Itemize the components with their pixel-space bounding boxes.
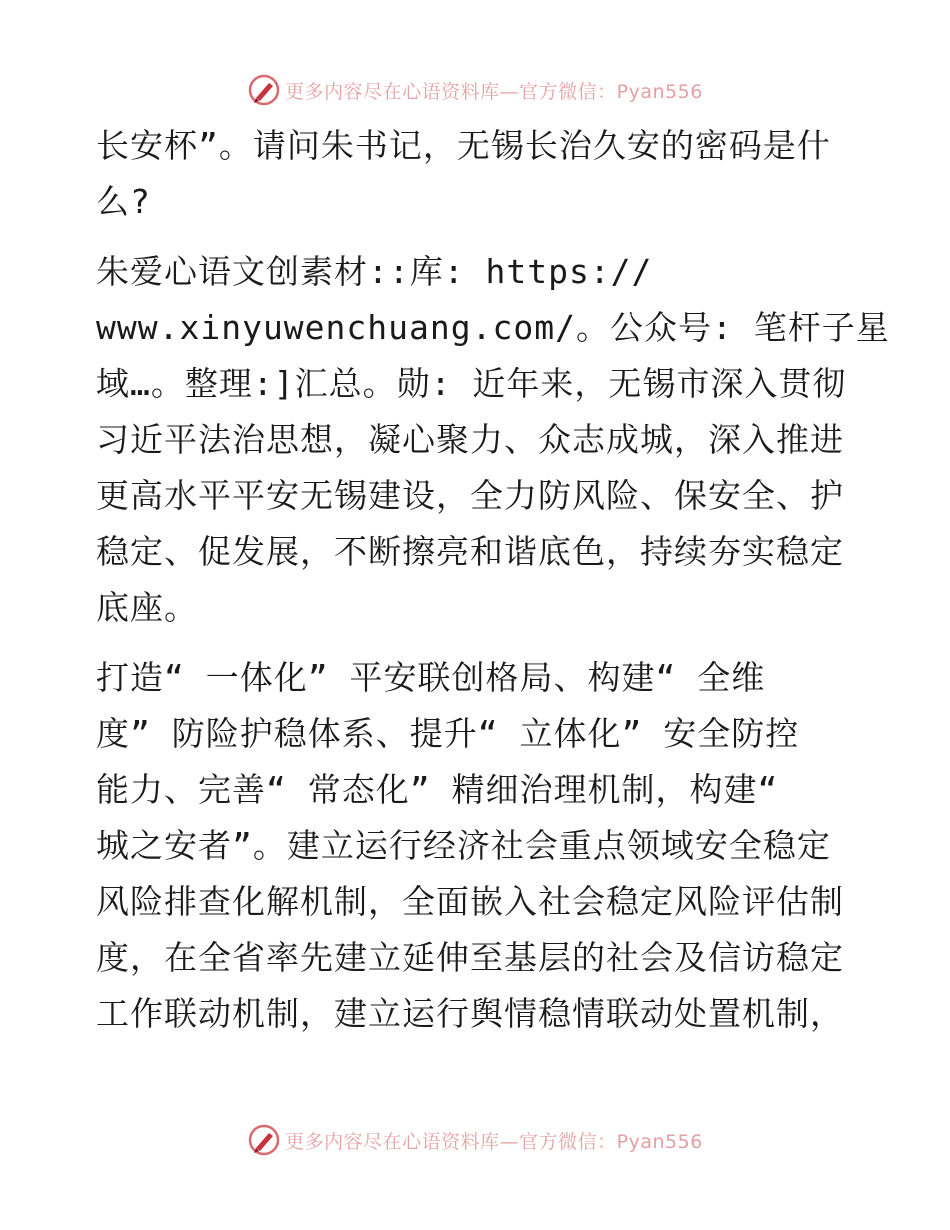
pen-logo-icon bbox=[247, 73, 281, 107]
text-line: 度” 防险护稳体系、提升“ 立体化” 安全防控 bbox=[96, 714, 800, 753]
text-line: 稳定、促发展，不断擦亮和谐底色，持续夯实稳定 bbox=[96, 532, 844, 571]
pen-logo-icon bbox=[247, 1123, 281, 1157]
paragraph-3 bbox=[96, 650, 856, 1042]
text-line: 风险排查化解机制，全面嵌入社会稳定风险评估制 bbox=[96, 882, 844, 921]
text-line: 打造“ 一体化” 平安联创格局、构建“ 全维 bbox=[96, 658, 766, 697]
footer-banner bbox=[0, 1120, 950, 1160]
text-line: 工作联动机制，建立运行舆情稳情联动处置机制， bbox=[96, 994, 844, 1033]
text-line: 么? bbox=[96, 182, 151, 221]
text-line: 度，在全省率先建立延伸至基层的社会及信访稳定 bbox=[96, 938, 844, 977]
text-line: 更高水平平安无锡建设，全力防风险、保安全、护 bbox=[96, 476, 844, 515]
text-line: 城之安者”。建立运行经济社会重点领域安全稳定 bbox=[96, 826, 831, 865]
text-line: 长安杯”。请问朱书记，无锡长治久安的密码是什 bbox=[96, 126, 831, 165]
text-line: 朱爱心语文创素材::库: https:// bbox=[96, 252, 653, 291]
text-line: 习近平法治思想，凝心聚力、众志成城，深入推进 bbox=[96, 420, 844, 459]
header-banner bbox=[0, 70, 950, 110]
document-body bbox=[96, 118, 890, 1042]
text-line: www.xinyuwenchuang.com/。公众号: 笔杆子星 bbox=[96, 308, 890, 347]
text-line: 能力、完善“ 常态化” 精细治理机制，构建“ bbox=[96, 770, 779, 809]
text-line: 底座。 bbox=[96, 588, 198, 627]
header-wechat-id: Pyan556 bbox=[616, 80, 703, 103]
paragraph-2 bbox=[96, 244, 890, 636]
footer-banner-text: 更多内容尽在心语资料库—官方微信：Pyan556 bbox=[285, 1130, 703, 1153]
footer-wechat-id: Pyan556 bbox=[616, 1130, 703, 1153]
header-banner-text: 更多内容尽在心语资料库—官方微信：Pyan556 bbox=[285, 80, 703, 103]
text-line: 域…。整理:]汇总。勋: 近年来，无锡市深入贯彻 bbox=[96, 364, 847, 403]
paragraph-1 bbox=[96, 118, 856, 230]
